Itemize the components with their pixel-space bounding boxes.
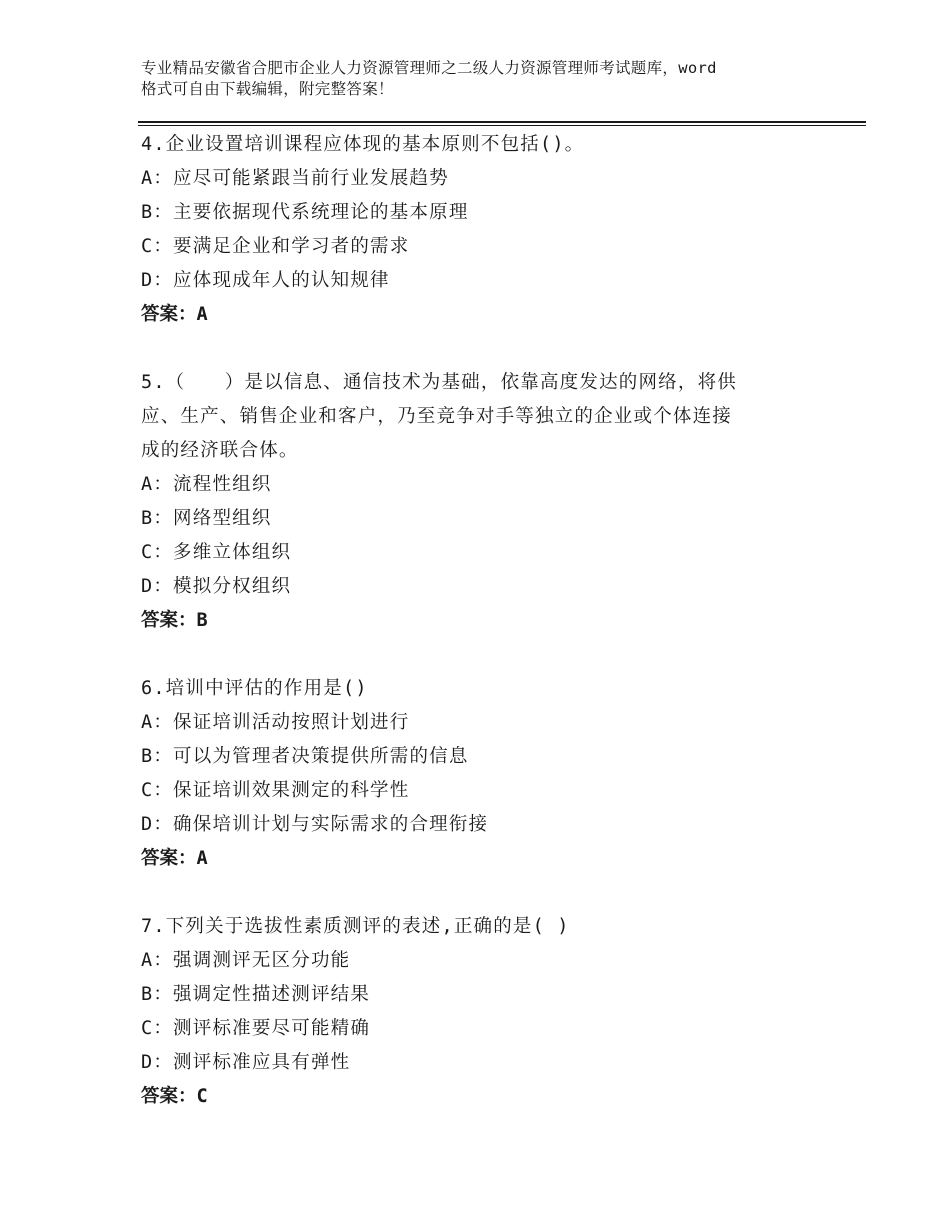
option-c: C：测评标准要尽可能精确 xyxy=(141,1018,371,1039)
option-a: A：保证培训活动按照计划进行 xyxy=(141,712,410,733)
header-line-1: 专业精品安徽省合肥市企业人力资源管理师之二级人力资源管理师考试题库，word xyxy=(141,59,717,77)
answer-line: 答案：C xyxy=(141,1086,208,1107)
option-b: B：主要依据现代系统理论的基本原理 xyxy=(141,202,469,223)
header-divider-thin xyxy=(138,125,866,126)
option-d: D：测评标准应具有弹性 xyxy=(141,1052,351,1073)
question-stem-line-3: 成的经济联合体。 xyxy=(141,440,299,461)
document-header xyxy=(141,58,841,100)
question-5 xyxy=(141,366,821,638)
question-6 xyxy=(141,672,821,876)
answer-line: 答案：A xyxy=(141,848,208,869)
header-line-2: 格式可自由下载编辑，附完整答案！ xyxy=(141,80,394,98)
option-a: A：强调测评无区分功能 xyxy=(141,950,351,971)
question-stem-line-2: 应、生产、销售企业和客户，乃至竞争对手等独立的企业或个体连接 xyxy=(141,406,733,427)
question-7 xyxy=(141,910,821,1114)
option-c: C：多维立体组织 xyxy=(141,542,292,563)
option-a: A：流程性组织 xyxy=(141,474,272,495)
option-a: A：应尽可能紧跟当前行业发展趋势 xyxy=(141,168,449,189)
answer-line: 答案：B xyxy=(141,610,208,631)
question-stem-line-1: 5.（ ）是以信息、通信技术为基础，依靠高度发达的网络，将供 xyxy=(141,372,737,393)
question-stem: 7.下列关于选拔性素质测评的表述,正确的是( ) xyxy=(141,916,570,937)
answer-line: 答案：A xyxy=(141,304,208,325)
option-d: D：确保培训计划与实际需求的合理衔接 xyxy=(141,814,489,835)
option-c: C：要满足企业和学习者的需求 xyxy=(141,236,410,257)
option-d: D：模拟分权组织 xyxy=(141,576,292,597)
question-stem: 4.企业设置培训课程应体现的基本原则不包括()。 xyxy=(141,134,585,155)
question-stem: 6.培训中评估的作用是() xyxy=(141,678,368,699)
option-b: B：可以为管理者决策提供所需的信息 xyxy=(141,746,469,767)
header-divider-thick xyxy=(138,121,866,123)
option-b: B：网络型组织 xyxy=(141,508,272,529)
option-b: B：强调定性描述测评结果 xyxy=(141,984,371,1005)
question-4 xyxy=(141,128,821,332)
option-d: D：应体现成年人的认知规律 xyxy=(141,270,390,291)
option-c: C：保证培训效果测定的科学性 xyxy=(141,780,410,801)
